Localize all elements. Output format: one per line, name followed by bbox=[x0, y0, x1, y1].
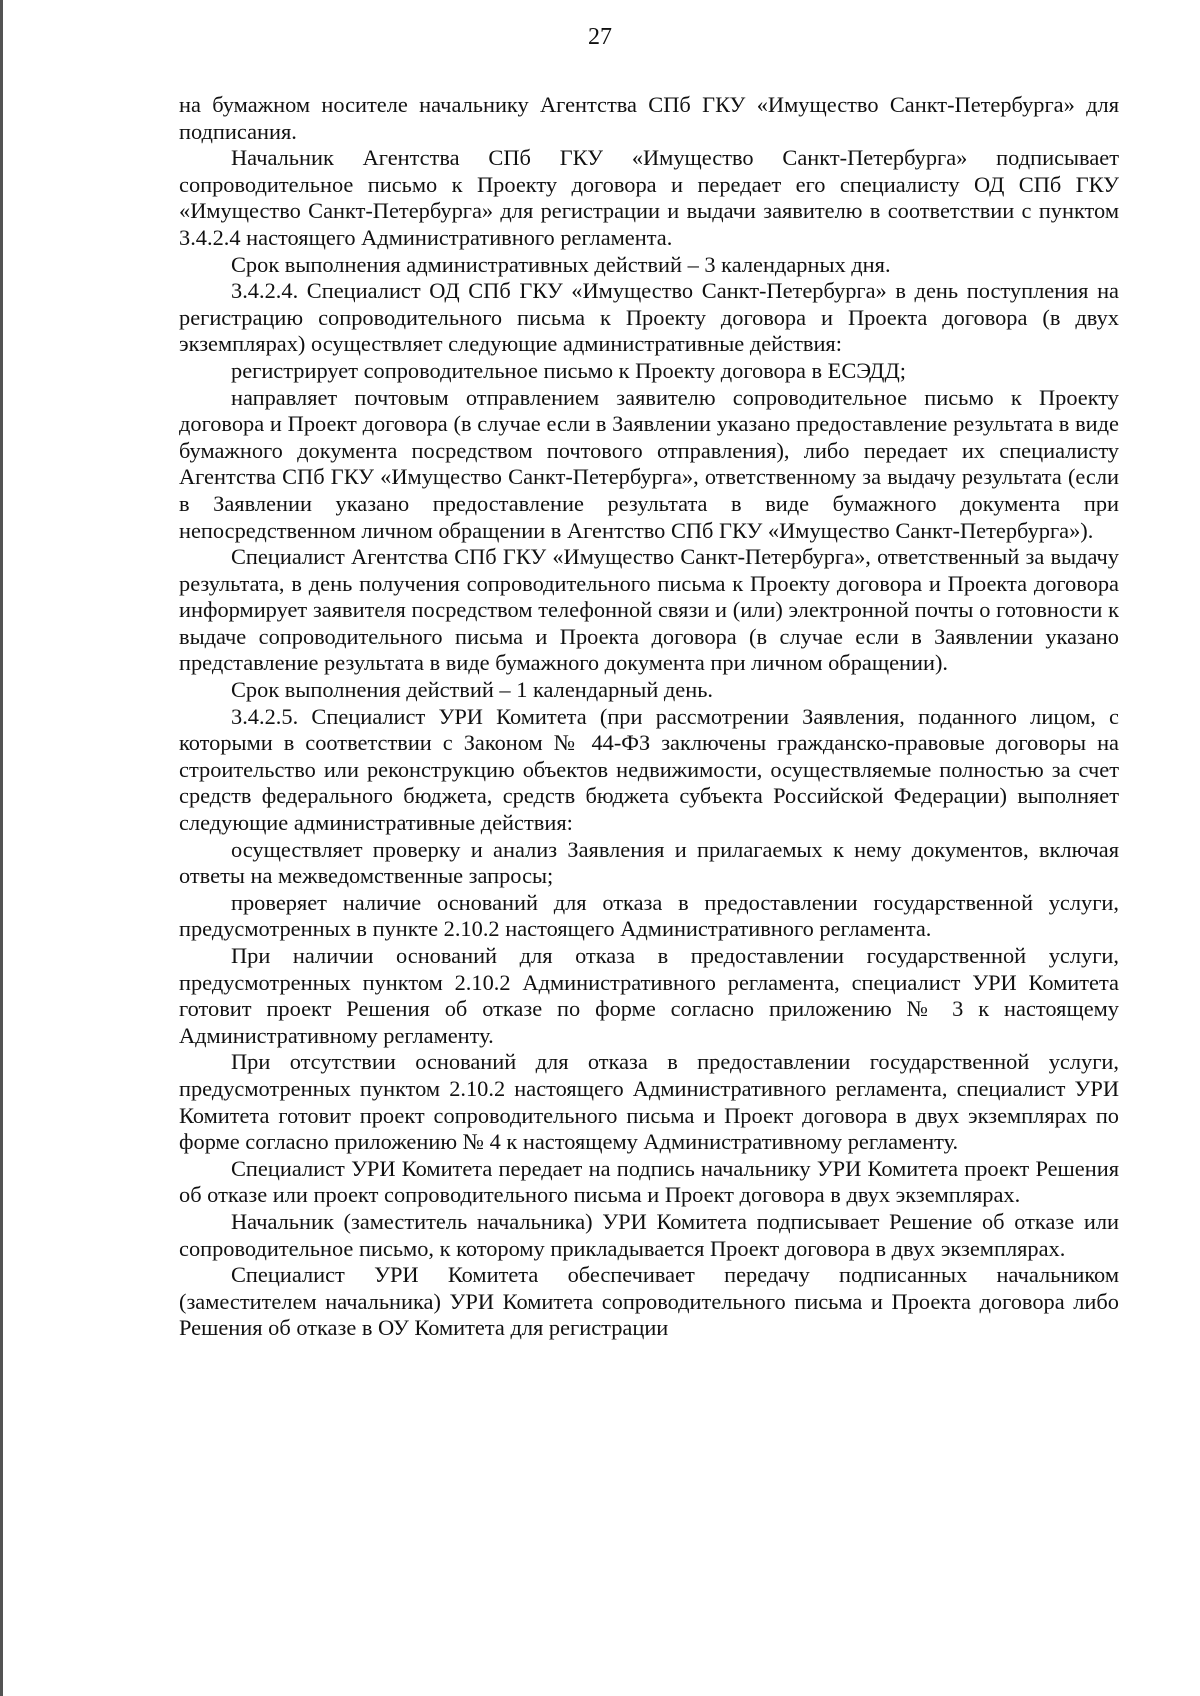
paragraph: Срок выполнения действий – 1 календарный день. bbox=[231, 677, 714, 703]
paragraph: проверяет наличие оснований для отказа в предоставлении государственной услуги, предусмотренных в пункте 2.10.2 настоящего Административного регламента. bbox=[179, 889, 1119, 942]
paragraph: Специалист УРИ Комитета обеспечивает передачу подписанных начальником (заместителем начальника) УРИ Комитета сопроводительного письма и Проекта договора либо Решения об отказе в ОУ Комитета для регистрации bbox=[179, 1262, 1119, 1341]
paragraph: Начальник (заместитель начальника) УРИ Комитета подписывает Решение об отказе или сопроводительное письмо, к которому прикладывается Проект договора в двух экземплярах. bbox=[179, 1208, 1119, 1261]
paragraph: регистрирует сопроводительное письмо к Проекту договора в ЕСЭДД; bbox=[231, 357, 906, 383]
paragraph: осуществляет проверку и анализ Заявления и прилагаемых к нему документов, включая ответы на межведомственные запросы; bbox=[179, 836, 1119, 889]
paragraph: 3.4.2.5. Специалист УРИ Комитета (при рассмотрении Заявления, поданного лицом, с которыми в соответствии с Законом № 44-ФЗ заключены гражданско-правовые договоры на строительство или реконструкцию объектов недвижимости, осуществляемые полностью за счет средств федерального бюджета, средств бюджета субъекта Российской Федерации) выполняет следующие административные действия: bbox=[179, 703, 1119, 836]
paragraph: Специалист УРИ Комитета передает на подпись начальнику УРИ Комитета проект Решения об отказе или проект сопроводительного письма и Проект договора в двух экземплярах. bbox=[179, 1155, 1119, 1208]
paragraph: Специалист Агентства СПб ГКУ «Имущество Санкт-Петербурга», ответственный за выдачу результата, в день получения сопроводительного письма к Проекту договора и Проекта договора информирует заявителя посредством телефонной связи и (или) электронной почты о готовности к выдаче сопроводительного письма и Проекта договора (в случае если в Заявлении указано представление результата в виде бумажного документа при личном обращении). bbox=[179, 544, 1119, 676]
paragraph: При отсутствии оснований для отказа в предоставлении государственной услуги, предусмотренных пунктом 2.10.2 настоящего Административного регламента, специалист УРИ Комитета готовит проект сопроводительного письма и Проект договора в двух экземплярах по форме согласно приложению № 4 к настоящему Административному регламенту. bbox=[179, 1049, 1119, 1155]
paragraph: Срок выполнения административных действий – 3 календарных дня. bbox=[231, 251, 891, 277]
paragraph: 3.4.2.4. Специалист ОД СПб ГКУ «Имущество Санкт-Петербурга» в день поступления на регистрацию сопроводительного письма к Проекту договора и Проекта договора (в двух экземплярах) осуществляет следующие административные действия: bbox=[179, 278, 1119, 357]
page-number: 27 bbox=[588, 24, 612, 50]
paragraph-continuation: на бумажном носителе начальнику Агентства СПб ГКУ «Имущество Санкт-Петербурга» для подписания. bbox=[179, 92, 1119, 144]
paragraph: При наличии оснований для отказа в предоставлении государственной услуги, предусмотренных пунктом 2.10.2 Административного регламента, специалист УРИ Комитета готовит проект Решения об отказе по форме согласно приложению № 3 к настоящему Административному регламенту. bbox=[179, 943, 1119, 1048]
paragraph: Начальник Агентства СПб ГКУ «Имущество Санкт-Петербурга» подписывает сопроводительное письмо к Проекту договора и передает его специалисту ОД СПб ГКУ «Имущество Санкт-Петербурга» для регистрации и выдачи заявителю в соответствии с пунктом 3.4.2.4 настоящего Административного регламента. bbox=[179, 145, 1119, 250]
scan-left-edge bbox=[0, 0, 3, 1696]
paragraph: направляет почтовым отправлением заявителю сопроводительное письмо к Проекту договора и Проект договора (в случае если в Заявлении указано предоставление результата в виде бумажного документа посредством почтового отправления), либо передает их специалисту Агентства СПб ГКУ «Имущество Санкт-Петербурга», ответственному за выдачу результата (если в Заявлении указано предоставление результата в виде бумажного документа при непосредственном личном обращении в Агентство СПб ГКУ «Имущество Санкт-Петербурга»). bbox=[179, 384, 1119, 543]
document-body bbox=[179, 92, 1119, 1342]
